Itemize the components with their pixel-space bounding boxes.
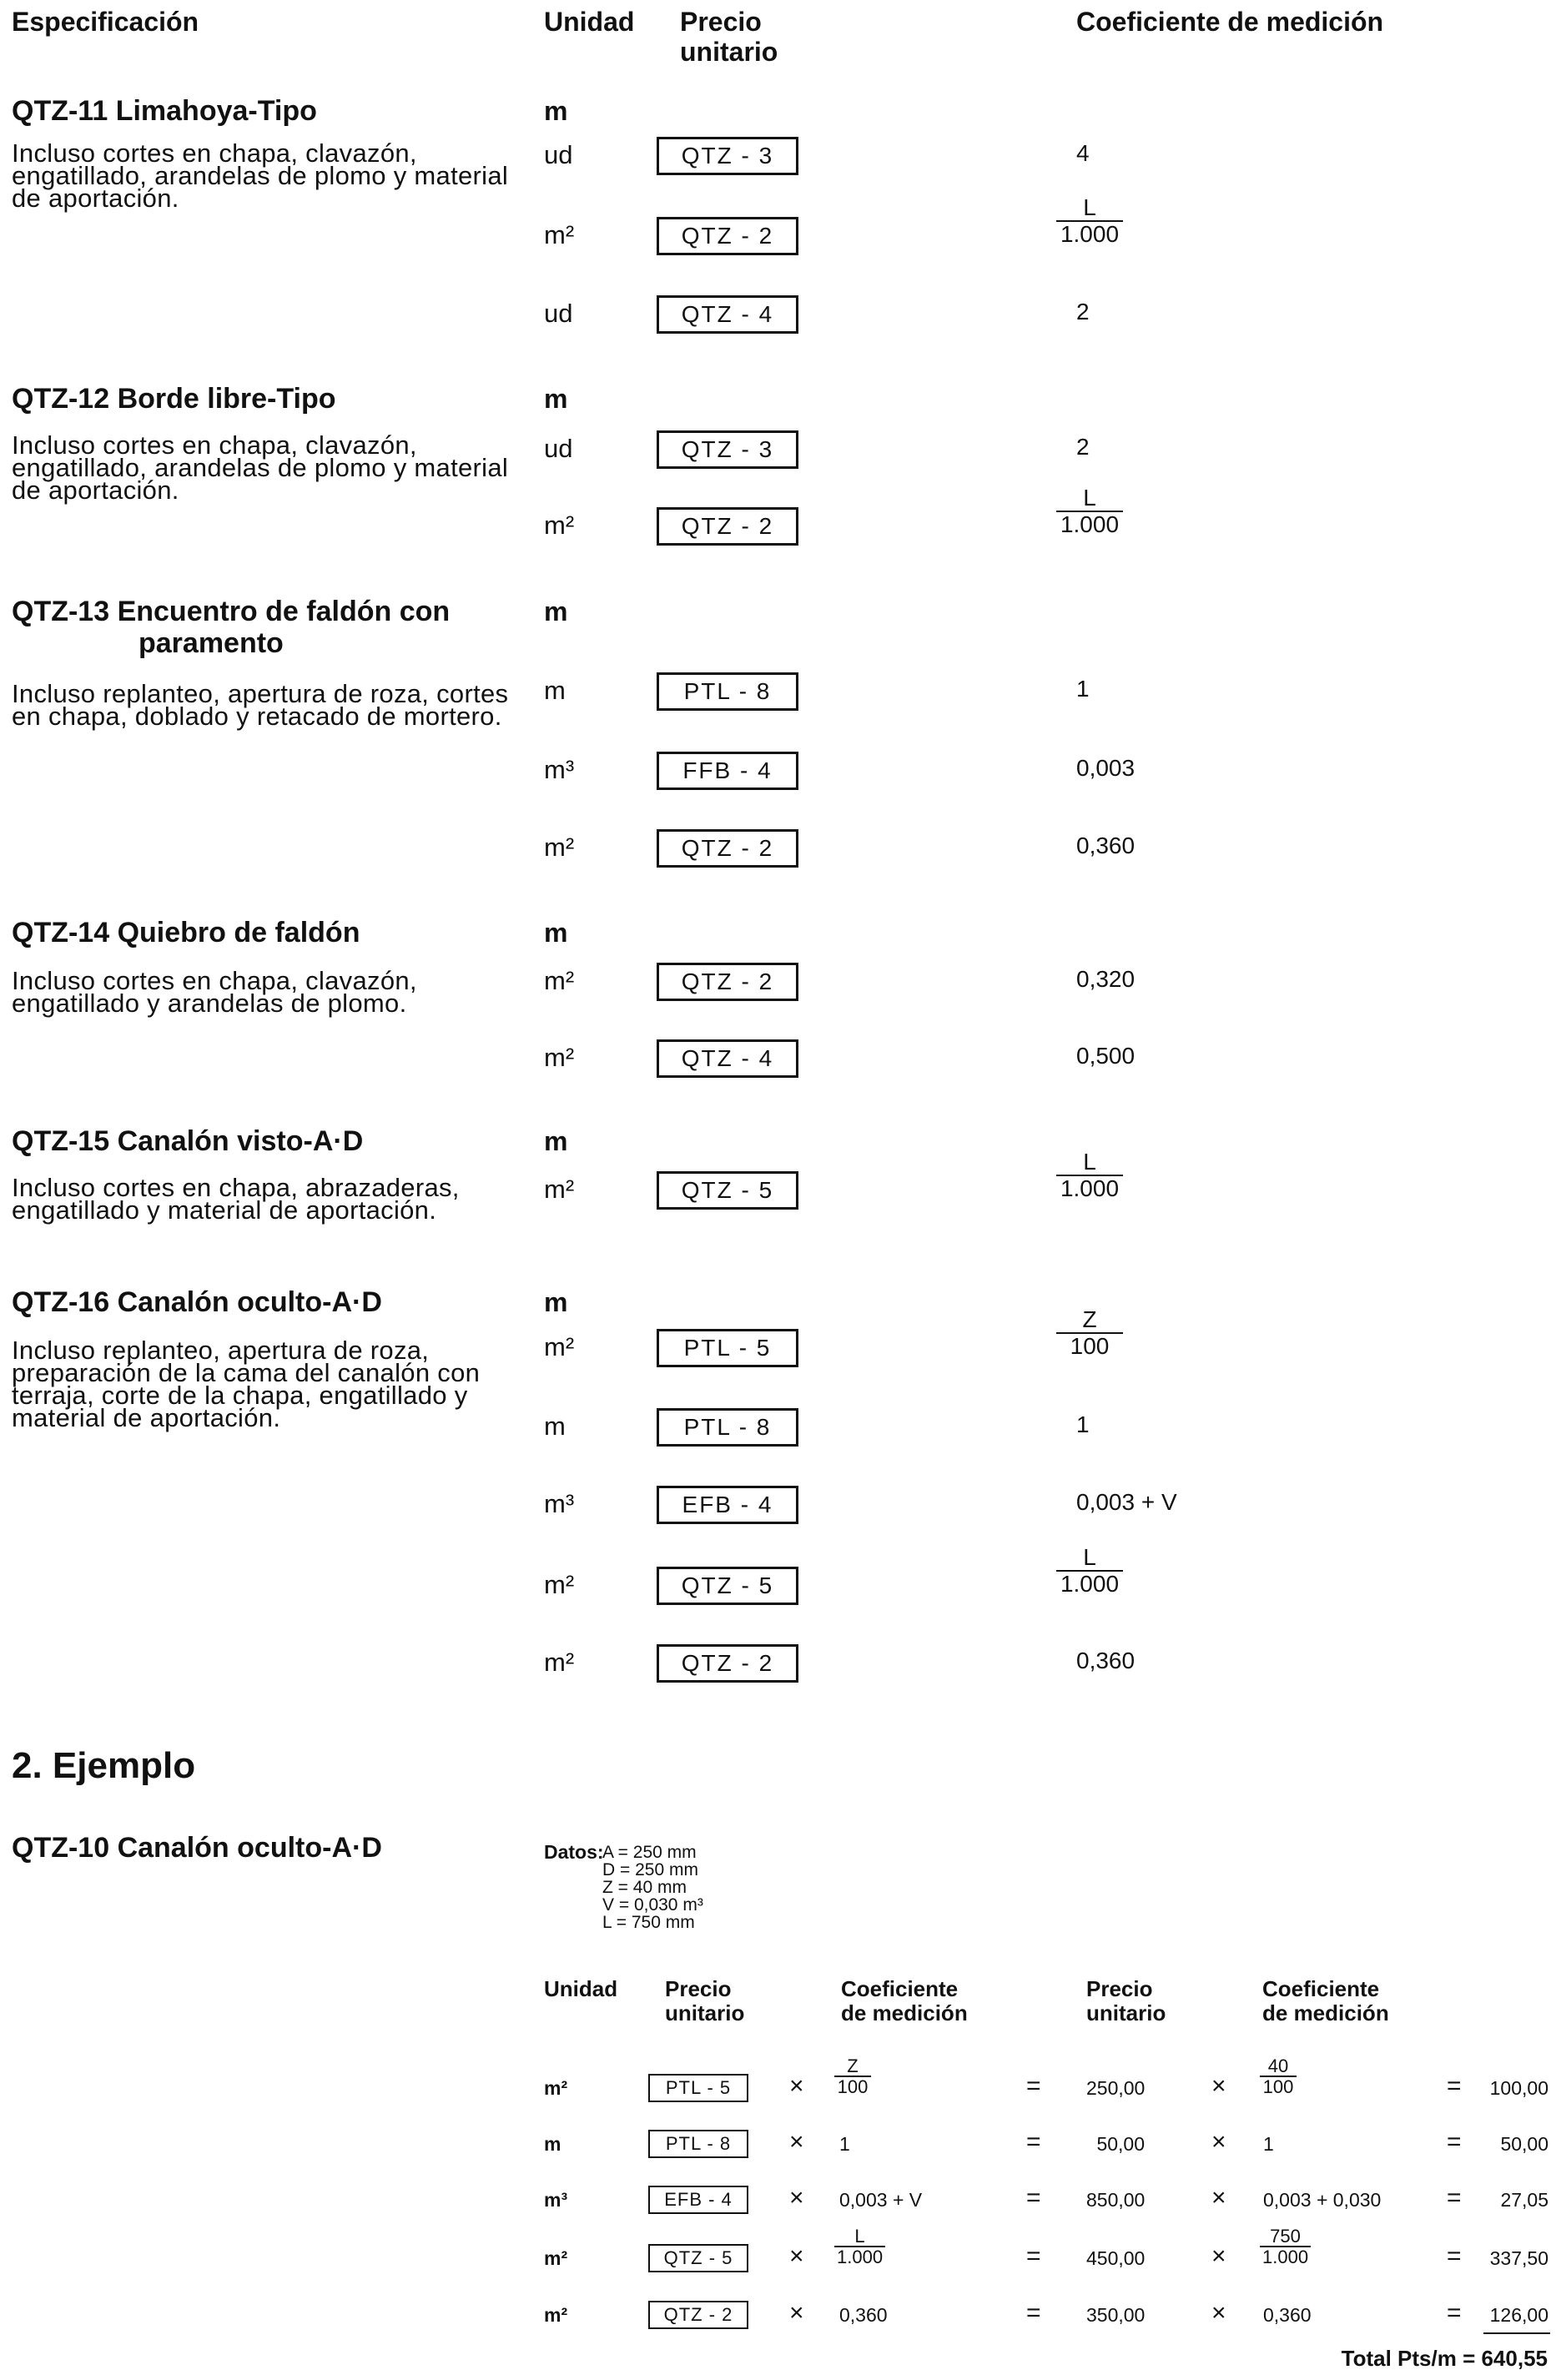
coefficient-fraction [1056,1545,1123,1597]
times-sign: × [789,2184,804,2211]
item-unit: m [544,596,568,626]
coefficient-value: 1 [1076,1411,1090,1437]
example-price: 850,00 [1086,2189,1146,2211]
coefficient-value: 1 [1076,676,1090,702]
item-title: QTZ-13 Encuentro de faldón con [12,596,451,627]
example-price-code-box: EFB - 4 [648,2186,748,2214]
example-price-code-box: QTZ - 5 [648,2244,748,2272]
row-unit: m³ [544,1489,575,1518]
item-unit: m [544,918,568,948]
example-coefficient-fraction-numerator: Z [847,2055,859,2076]
item-unit: m [544,1126,568,1156]
row-unit: m² [544,1648,575,1677]
item-title: QTZ-12 Borde libre-Tipo [12,383,336,415]
coefficient-value: 0,360 [1076,833,1136,858]
example-value: 0,003 + 0,030 [1263,2189,1382,2211]
price-code-box: QTZ - 2 [657,829,798,868]
example-result: 100,00 [1489,2077,1548,2099]
example-price: 350,00 [1086,2304,1146,2326]
coefficient-fraction-denominator: 1.000 [1056,1175,1123,1201]
example-value: 0,360 [1263,2304,1312,2326]
equals-sign-2: = [1447,2184,1462,2211]
example-value-fraction [1260,2057,1297,2097]
coefficient-value: 0,360 [1076,1648,1136,1673]
price-code-box: PTL - 8 [657,672,798,711]
datos-line: D = 250 mm [602,1860,698,1879]
row-unit: m² [544,833,575,862]
example-item-title: QTZ-10 Canalón oculto-A·D [12,1832,382,1864]
price-code-box: QTZ - 5 [657,1171,798,1210]
equals-sign-2: = [1447,2072,1462,2100]
coefficient-value: 2 [1076,434,1090,460]
item-unit: m [544,384,568,414]
price-code-box: QTZ - 5 [657,1567,798,1605]
datos-line: V = 0,030 m³ [602,1895,703,1915]
row-unit: m² [544,1570,575,1599]
times-sign: × [789,2072,804,2100]
example-coefficient-fraction-denominator: 100 [834,2076,871,2097]
coefficient-value: 0,003 [1076,755,1136,781]
row-unit: m² [544,1332,575,1361]
equals-sign: = [1026,2184,1041,2211]
total-line: Total Pts/m = 640,55 [1341,2346,1548,2371]
example-value-fraction-denominator: 100 [1260,2076,1297,2097]
price-code-box: EFB - 4 [657,1486,798,1524]
price-code-box: QTZ - 4 [657,295,798,334]
item-description: Incluso cortes en chapa, clavazón, engatillado, arandelas de plomo y material de aportación. [12,138,509,213]
coefficient-fraction-numerator: Z [1082,1306,1097,1332]
times-sign-2: × [1211,2299,1226,2327]
example-header-unit: Unidad [544,1976,618,2001]
row-unit: m² [544,511,575,540]
example-unit: m² [544,2247,568,2269]
item-description: Incluso cortes en chapa, abrazaderas, engatillado y material de aportación. [12,1173,460,1225]
item-description: Incluso replanteo, apertura de roza, cortes en chapa, doblado y retacado de mortero. [12,679,509,731]
example-price-code-box: PTL - 8 [648,2130,748,2158]
price-code-box: PTL - 5 [657,1329,798,1367]
price-code-box: QTZ - 3 [657,430,798,469]
coefficient-value: 2 [1076,299,1090,325]
item-title: QTZ-11 Limahoya-Tipo [12,95,317,127]
equals-sign-2: = [1447,2128,1462,2156]
times-sign: × [789,2242,804,2270]
times-sign: × [789,2299,804,2327]
row-unit: m² [544,220,575,249]
row-unit: m³ [544,755,575,784]
equals-sign: = [1026,2072,1041,2100]
example-unit: m² [544,2304,568,2326]
datos-label: Datos: [544,1841,604,1863]
equals-sign-2: = [1447,2242,1462,2270]
header-coefficient: Coeficiente de medición [1076,7,1384,37]
header-specification: Especificación [12,7,199,37]
price-code-box: QTZ - 3 [657,137,798,175]
coefficient-value: 4 [1076,140,1090,166]
coefficient-fraction [1056,1307,1123,1359]
row-unit: m² [544,1175,575,1204]
example-value-fraction-numerator: 750 [1270,2226,1301,2247]
times-sign-2: × [1211,2184,1226,2211]
price-code-box: FFB - 4 [657,752,798,790]
example-value: 1 [1263,2133,1274,2155]
example-value-fraction-numerator: 40 [1267,2055,1289,2076]
example-price: 250,00 [1086,2077,1146,2099]
item-unit: m [544,1287,568,1317]
coefficient-fraction-denominator: 1.000 [1056,511,1123,537]
equals-sign: = [1026,2299,1041,2327]
example-result: 126,00 [1489,2304,1548,2326]
item-description: Incluso cortes en chapa, clavazón, engatillado, arandelas de plomo y material de aportación. [12,430,509,505]
coefficient-fraction-numerator: L [1083,1544,1096,1570]
row-unit: m [544,676,566,705]
example-header-price: Precio unitario [665,1976,745,2025]
item-title: QTZ-16 Canalón oculto-A·D [12,1286,382,1318]
total-rule [1483,2332,1550,2334]
times-sign-2: × [1211,2242,1226,2270]
section-title: 2. Ejemplo [12,1745,196,1786]
coefficient-value: 0,500 [1076,1043,1136,1069]
row-unit: m² [544,966,575,995]
times-sign: × [789,2128,804,2156]
example-result: 27,05 [1500,2189,1548,2211]
coefficient-fraction-numerator: L [1083,194,1096,220]
row-unit: ud [544,140,573,169]
equals-sign-2: = [1447,2299,1462,2327]
row-unit: ud [544,434,573,463]
example-result: 337,50 [1489,2247,1548,2269]
price-code-box: QTZ - 4 [657,1039,798,1078]
price-code-box: QTZ - 2 [657,507,798,546]
example-header-price2: Precio unitario [1086,1976,1166,2025]
times-sign-2: × [1211,2128,1226,2156]
row-unit: m² [544,1043,575,1072]
coefficient-fraction-denominator: 100 [1056,1332,1123,1359]
coefficient-fraction-numerator: L [1083,485,1096,511]
example-coefficient-fraction-denominator: 1.000 [834,2246,885,2267]
row-unit: m [544,1411,566,1441]
coefficient-fraction [1056,486,1123,537]
example-coefficient-fraction-numerator: L [854,2226,865,2247]
datos-line: A = 250 mm [602,1843,697,1862]
times-sign-2: × [1211,2072,1226,2100]
example-price: 450,00 [1086,2247,1146,2269]
item-title: QTZ-15 Canalón visto-A·D [12,1125,364,1157]
item-title: QTZ-14 Quiebro de faldón [12,917,360,948]
equals-sign: = [1026,2242,1041,2270]
example-coefficient: 1 [839,2133,850,2155]
example-unit: m [544,2133,561,2155]
item-description: Incluso cortes en chapa, clavazón, engatillado y arandelas de plomo. [12,966,417,1018]
coefficient-value: 0,320 [1076,966,1136,992]
example-coefficient-fraction [834,2057,871,2097]
example-coefficient-fraction [834,2227,885,2267]
price-code-box: QTZ - 2 [657,963,798,1001]
example-result: 50,00 [1500,2133,1548,2155]
example-coefficient: 0,003 + V [839,2189,923,2211]
example-unit: m³ [544,2189,568,2211]
example-header-coef: Coeficiente de medición [841,1976,968,2025]
example-coefficient: 0,360 [839,2304,888,2326]
item-unit: m [544,96,568,126]
example-value-fraction [1260,2227,1311,2267]
coefficient-fraction-numerator: L [1083,1149,1096,1175]
coefficient-fraction-denominator: 1.000 [1056,1570,1123,1597]
example-price-code-box: QTZ - 2 [648,2301,748,2329]
equals-sign: = [1026,2128,1041,2156]
price-code-box: PTL - 8 [657,1408,798,1447]
example-price-code-box: PTL - 5 [648,2074,748,2102]
row-unit: ud [544,299,573,328]
item-description: Incluso replanteo, apertura de roza, preparación de la cama del canalón con terraja, corte de la chapa, engatillado y material de aportación. [12,1336,481,1432]
datos-line: Z = 40 mm [602,1878,687,1897]
example-price: 50,00 [1096,2133,1145,2155]
example-value-fraction-denominator: 1.000 [1260,2246,1311,2267]
coefficient-value: 0,003 + V [1076,1489,1177,1515]
price-code-box: QTZ - 2 [657,1644,798,1683]
coefficient-fraction-denominator: 1.000 [1056,220,1123,247]
header-unit: Unidad [544,7,635,37]
coefficient-fraction [1056,195,1123,247]
header-unit-price: Precio unitario [680,7,778,67]
item-title-continued: paramento [138,627,284,659]
price-code-box: QTZ - 2 [657,217,798,255]
example-header-coef2: Coeficiente de medición [1262,1976,1389,2025]
example-unit: m² [544,2077,568,2099]
datos-line: L = 750 mm [602,1913,695,1932]
coefficient-fraction [1056,1150,1123,1201]
